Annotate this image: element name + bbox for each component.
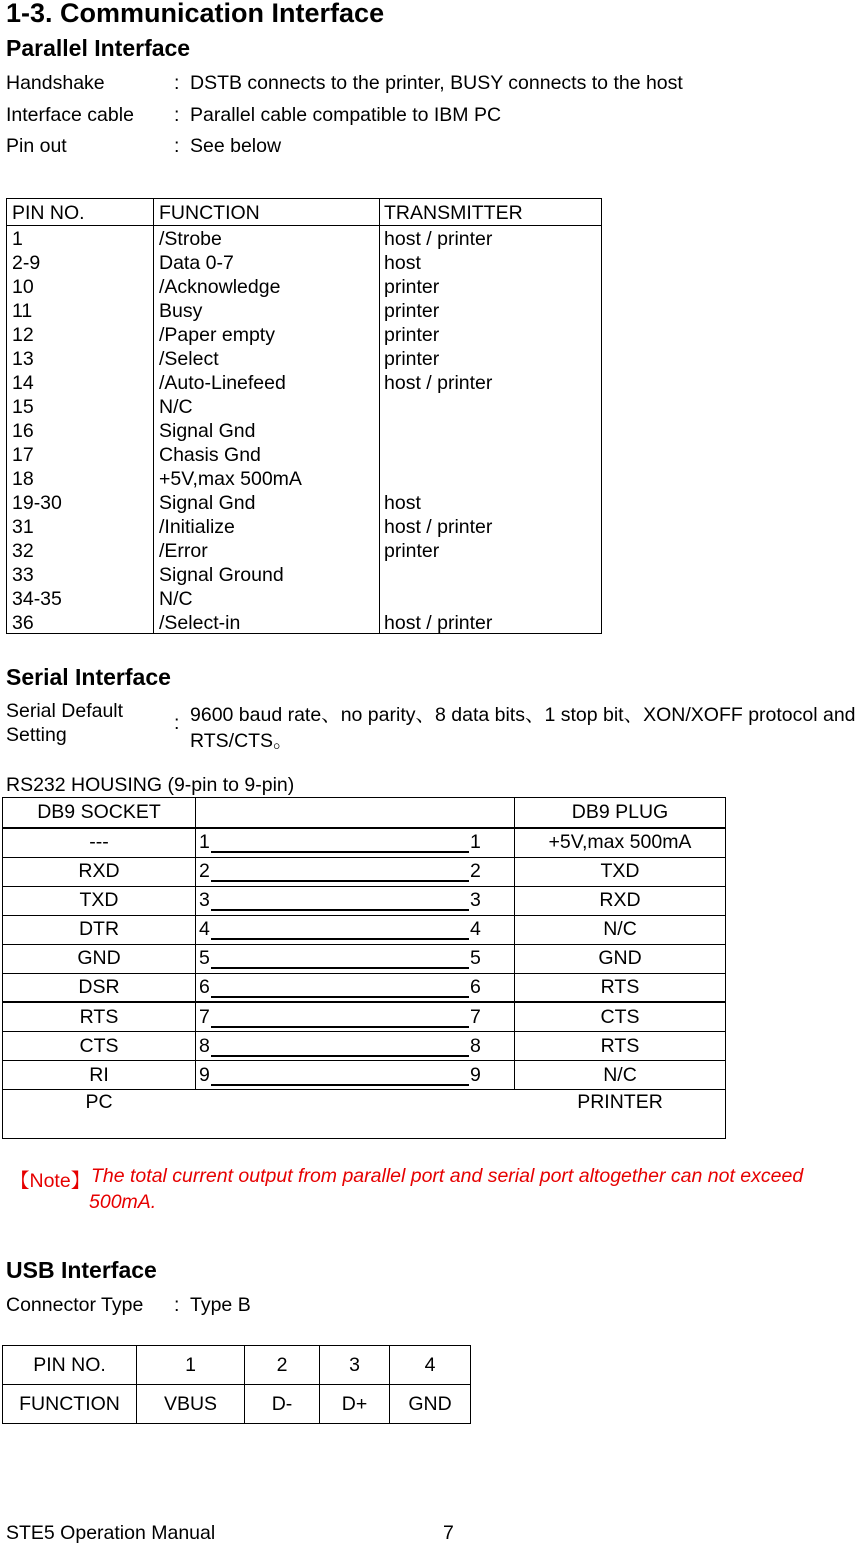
pin-cell: 33: [12, 564, 34, 586]
transmitter-cell: [384, 587, 492, 611]
usb-pin-cell: 4: [390, 1346, 471, 1385]
parallel-pin-table: [6, 198, 602, 634]
spec-label-cable: Interface cable: [6, 104, 134, 126]
wire-line: [211, 996, 469, 998]
plug-pin: 8: [470, 1035, 481, 1057]
note-text: 500mA.: [89, 1191, 157, 1213]
socket-pin: 4: [199, 918, 210, 940]
usb-function-cell: VBUS: [137, 1385, 245, 1424]
pin-cell: 12: [12, 324, 34, 346]
pin-cell: 34-35: [12, 588, 62, 610]
transmitter-cell: [384, 563, 492, 587]
socket-pin: 6: [199, 976, 210, 998]
usb-heading: USB Interface: [6, 1257, 157, 1283]
pin-cell: 31: [12, 516, 34, 538]
plug-pin: 5: [470, 947, 481, 969]
function-cell: Signal Ground: [159, 564, 284, 586]
usb-connector-label: Connector Type: [6, 1294, 144, 1316]
note-tag: 【Note】: [10, 1170, 91, 1192]
plug-pin: 4: [470, 918, 481, 940]
usb-connector-value: Type B: [190, 1294, 251, 1316]
socket-signal: GND: [77, 947, 121, 969]
socket-signal: DTR: [78, 918, 120, 940]
plug-signal: RTS: [600, 1035, 640, 1057]
function-cell: Data 0-7: [159, 252, 234, 274]
socket-signal: DSR: [78, 976, 120, 998]
socket-signal: RXD: [78, 860, 120, 882]
serial-default-value: RTS/CTS。: [190, 730, 293, 752]
wire-line: [211, 909, 469, 911]
socket-pin: 8: [199, 1035, 210, 1057]
transmitter-cell: host / printer: [384, 228, 493, 250]
function-cell: Busy: [159, 300, 203, 322]
spec-sep: :: [174, 72, 180, 94]
usb-function-label: FUNCTION: [3, 1385, 137, 1424]
socket-pin: 7: [199, 1006, 210, 1028]
wire-line: [211, 1084, 469, 1086]
socket-pin: 3: [199, 889, 210, 911]
function-cell: /Auto-Linefeed: [159, 372, 286, 394]
function-cell: +5V,max 500mA: [159, 468, 302, 490]
pin-cell: 1: [12, 228, 23, 250]
transmitter-cell: [384, 467, 492, 491]
usb-pin-label: PIN NO.: [3, 1346, 137, 1385]
wire-line: [211, 1026, 469, 1028]
transmitter-cell: host: [384, 492, 421, 514]
socket-signal: RTS: [79, 1006, 119, 1028]
footer-printer-label: PRINTER: [577, 1091, 663, 1113]
plug-signal: GND: [598, 947, 642, 969]
function-column: [159, 227, 302, 635]
socket-pin: 9: [199, 1064, 210, 1086]
spec-label-handshake: Handshake: [6, 72, 105, 94]
function-cell: /Error: [159, 540, 208, 562]
socket-pin: 5: [199, 947, 210, 969]
db9-plug-header: DB9 PLUG: [571, 801, 669, 823]
transmitter-cell: host / printer: [384, 612, 493, 634]
pin-cell: 16: [12, 420, 34, 442]
transmitter-cell: [384, 443, 492, 467]
note-text: The total current output from parallel port and serial port altogether can not exceed: [91, 1165, 804, 1187]
pin-cell: 17: [12, 444, 34, 466]
spec-value-pinout: See below: [190, 135, 282, 157]
rs232-housing-title: RS232 HOUSING (9-pin to 9-pin): [6, 774, 295, 796]
pin-cell: 36: [12, 612, 34, 634]
plug-signal: RTS: [600, 976, 640, 998]
table-row: [3, 1346, 471, 1385]
socket-signal: TXD: [79, 889, 119, 911]
plug-signal: +5V,max 500mA: [548, 831, 692, 853]
plug-signal: N/C: [603, 918, 637, 940]
pin-cell: 18: [12, 468, 34, 490]
footer-pc-label: PC: [85, 1091, 113, 1113]
table-row: [3, 1385, 471, 1424]
socket-pin: 1: [199, 831, 210, 853]
socket-pin: 2: [199, 860, 210, 882]
footer-manual-name: STE5 Operation Manual: [6, 1522, 216, 1544]
transmitter-cell: host / printer: [384, 516, 493, 538]
transmitter-cell: printer: [384, 348, 440, 370]
function-cell: Chasis Gnd: [159, 444, 261, 466]
spec-value-cable: Parallel cable compatible to IBM PC: [190, 104, 502, 126]
plug-pin: 7: [470, 1006, 481, 1028]
socket-signal: ---: [89, 831, 109, 853]
header-pin-no: PIN NO.: [12, 202, 85, 224]
spec-sep: :: [174, 135, 180, 157]
pin-cell: 13: [12, 348, 34, 370]
serial-default-label: Serial Default: [6, 700, 124, 722]
function-cell: /Acknowledge: [159, 276, 281, 298]
plug-pin: 2: [470, 860, 481, 882]
plug-signal: RXD: [599, 889, 641, 911]
serial-default-label: Setting: [6, 724, 67, 746]
transmitter-column: [384, 227, 492, 635]
function-cell: /Paper empty: [159, 324, 275, 346]
function-cell: /Select: [159, 348, 219, 370]
page-title: 1-3. Communication Interface: [6, 0, 385, 28]
transmitter-cell: printer: [384, 300, 440, 322]
transmitter-cell: [384, 395, 492, 419]
header-function: FUNCTION: [159, 202, 260, 224]
pin-cell: 32: [12, 540, 34, 562]
wire-line: [211, 851, 469, 853]
transmitter-cell: [384, 419, 492, 443]
usb-sep: :: [174, 1294, 180, 1316]
socket-signal: CTS: [79, 1035, 119, 1057]
db9-socket-header: DB9 SOCKET: [37, 801, 161, 823]
usb-pin-cell: 2: [245, 1346, 320, 1385]
spec-sep: :: [174, 104, 180, 126]
serial-sep: :: [174, 712, 180, 734]
pin-cell: 11: [12, 300, 33, 322]
plug-pin: 3: [470, 889, 481, 911]
serial-default-value: 9600 baud rate、no parity、8 data bits、1 stop bit、XON/XOFF protocol and: [190, 704, 856, 726]
function-cell: /Initialize: [159, 516, 235, 538]
function-cell: Signal Gnd: [159, 420, 256, 442]
wire-line: [211, 967, 469, 969]
header-transmitter: TRANSMITTER: [384, 202, 523, 224]
function-cell: /Select-in: [159, 612, 241, 634]
column-divider: [153, 199, 154, 633]
pin-cell: 14: [12, 372, 34, 394]
plug-pin: 1: [470, 831, 481, 853]
usb-pin-table: [2, 1345, 471, 1424]
function-cell: /Strobe: [159, 228, 222, 250]
usb-function-cell: GND: [390, 1385, 471, 1424]
pin-cell: 15: [12, 396, 34, 418]
function-cell: Signal Gnd: [159, 492, 256, 514]
usb-function-cell: D+: [320, 1385, 390, 1424]
usb-pin-cell: 1: [137, 1346, 245, 1385]
transmitter-cell: host: [384, 252, 421, 274]
usb-function-cell: D-: [245, 1385, 320, 1424]
pin-cell: 2-9: [12, 252, 41, 274]
function-cell: N/C: [159, 588, 193, 610]
socket-signal: RI: [89, 1064, 109, 1086]
plug-pin: 6: [470, 976, 481, 998]
footer-page-number: 7: [443, 1522, 454, 1544]
pin-cell: 10: [12, 276, 34, 298]
wire-line: [211, 938, 469, 940]
transmitter-cell: printer: [384, 540, 440, 562]
spec-label-pinout: Pin out: [6, 135, 67, 157]
transmitter-cell: host / printer: [384, 372, 493, 394]
function-cell: N/C: [159, 396, 193, 418]
plug-signal: N/C: [603, 1064, 637, 1086]
wire-line: [211, 880, 469, 882]
spec-value-handshake: DSTB connects to the printer, BUSY connects to the host: [190, 72, 683, 94]
plug-pin: 9: [470, 1064, 481, 1086]
transmitter-cell: printer: [384, 276, 440, 298]
serial-heading: Serial Interface: [6, 664, 171, 690]
column-divider: [379, 199, 380, 633]
pin-cell: 19-30: [12, 492, 62, 514]
db9-wiring-table: [2, 797, 726, 1139]
wire-line: [211, 1055, 469, 1057]
plug-signal: TXD: [600, 860, 640, 882]
parallel-heading: Parallel Interface: [6, 35, 191, 61]
transmitter-cell: printer: [384, 324, 440, 346]
plug-signal: CTS: [600, 1006, 640, 1028]
pin-column: [12, 227, 62, 635]
usb-pin-cell: 3: [320, 1346, 390, 1385]
